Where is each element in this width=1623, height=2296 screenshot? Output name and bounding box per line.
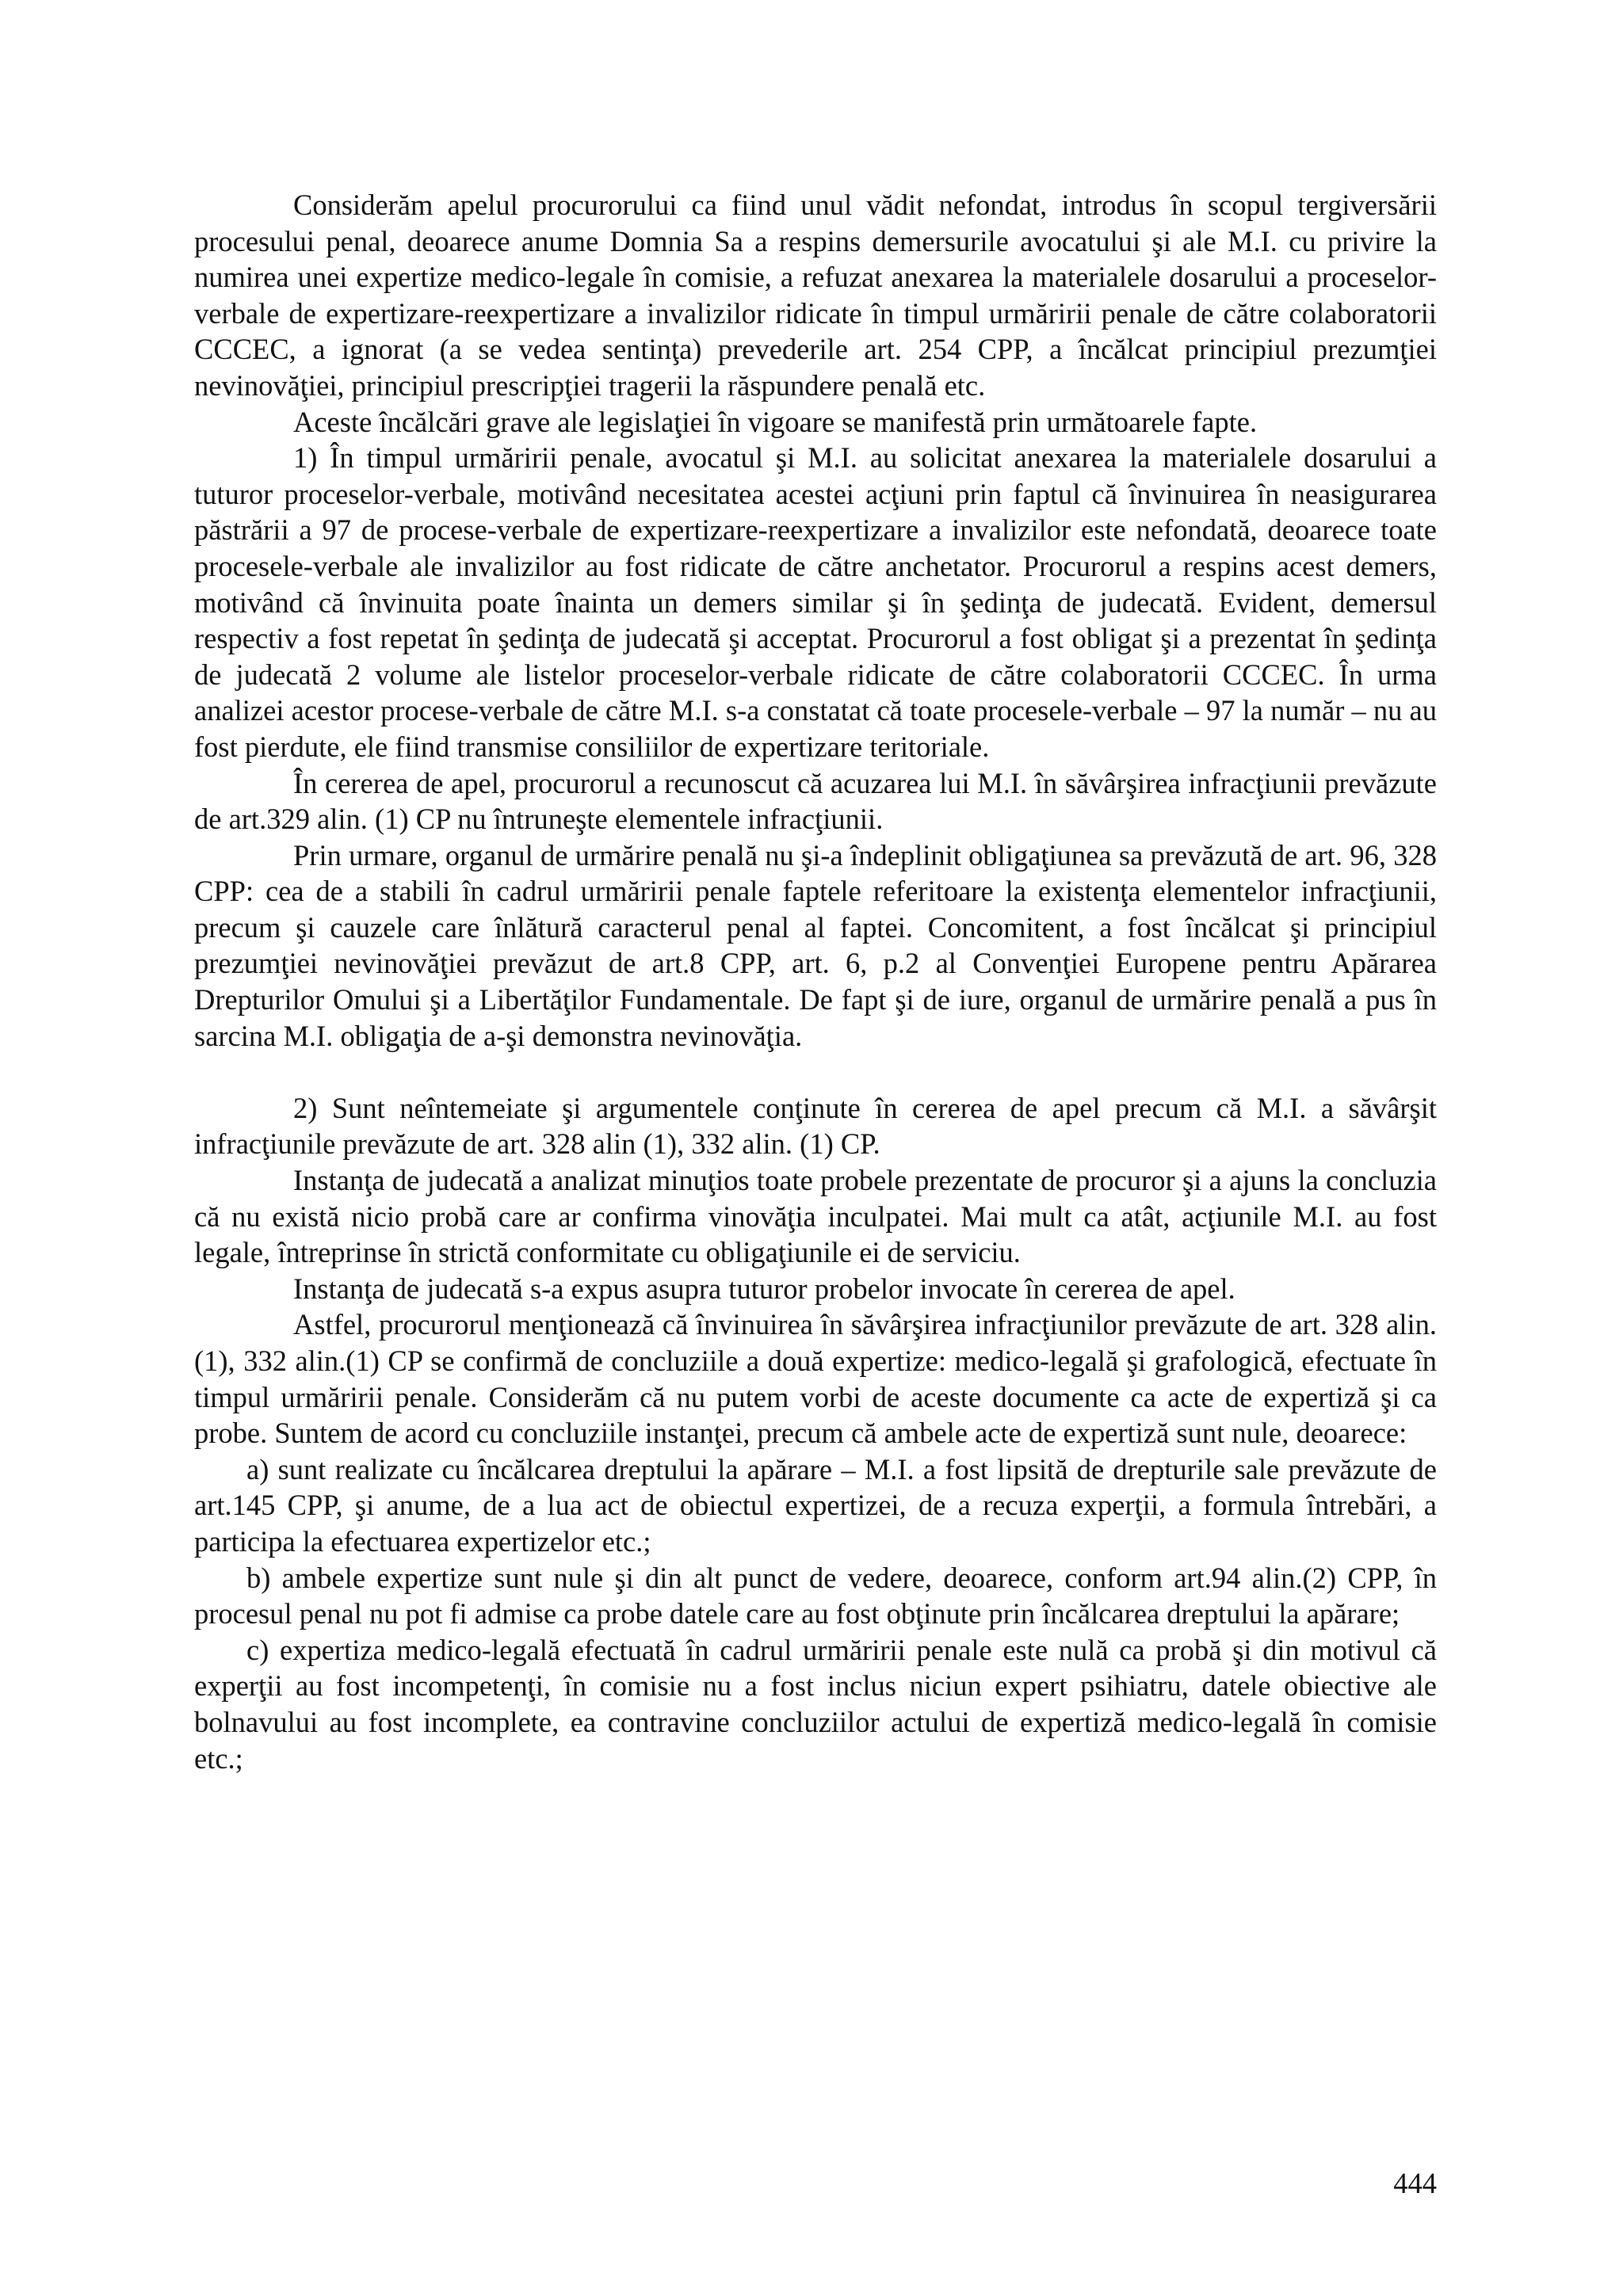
list-item-c: c) expertiza medico-legală efectuată în cadrul urmăririi penale este nulă ca probă şi din motivul că experţii au fost incompetenţi, în comisie nu a fost inclus niciun expert psihiatru, datele obiective ale bolnavului au fost incomplete, ea contravine concluziilor actului de expertiză medico-legală în comisie etc.; <box>194 1633 1437 1775</box>
list-item-a: a) sunt realizate cu încălcarea dreptului la apărare – M.I. a fost lipsită de drepturile sale prevăzute de art.145 CPP, şi anume, de a lua act de obiectul expertizei, de a recuza experţii, a formula întrebări, a participa la efectuarea expertizelor etc.; <box>194 1452 1437 1558</box>
page-number: 444 <box>1393 2167 1437 2199</box>
paragraph-point-2: 2) Sunt neîntemeiate şi argumentele conţinute în cererea de apel precum că M.I. a săvârşit infracţiunile prevăzute de art. 328 alin (1), 332 alin. (1) CP. <box>194 1091 1437 1161</box>
paragraph-appeal-unfounded: Considerăm apelul procurorului ca fiind unul vădit nefondat, introdus în scopul tergiversării procesului penal, deoarece anume Domnia Sa a respins demersurile avocatului şi ale M.I. cu privire la numirea unei expertize medico-legale în comisie, a refuzat anexarea la materialele dosarului a proceselor-verbale de expertizare-reexpertizare a invalizilor ridicate în timpul urmăririi penale de către colaboratorii CCCEC, a ignorat (a se vedea sentinţa) prevederile art. 254 CPP, a încălcat principiul prezumţiei nevinovăţiei, principiul prescripţiei tragerii la răspundere penală etc. <box>194 189 1437 402</box>
paragraph-consequently: Prin urmare, organul de urmărire penală nu şi-a îndeplinit obligaţiunea sa prevăzută de art. 96, 328 CPP: cea de a stabili în cadrul urmăririi penale faptele referitoare la existenţa elementelor infracţiunii, precum şi cauzele care înlătură caracterul penal al faptei. Concomitent, a fost încălcat şi principiul prezumţiei nevinovăţiei prevăzut de art.8 CPP, art. 6, p.2 al Convenţiei Europene pentru Apărarea Drepturilor Omului şi a Libertăţilor Fundamentale. De fapt şi de iure, organul de urmărire penală a pus în sarcina M.I. obligaţia de a-şi demonstra nevinovăţia. <box>194 838 1437 1052</box>
paragraph-violations-intro: Aceste încălcări grave ale legislaţiei în vigoare se manifestă prin următoarele fapte. <box>293 405 1258 438</box>
document-body <box>194 187 1437 1776</box>
paragraph-point-1: 1) În timpul urmăririi penale, avocatul şi M.I. au solicitat anexarea la materialele dosarului a tuturor proceselor-verbale, motivând necesitatea acestei acţiuni prin faptul că învinuirea în neasigurarea păstrării a 97 de procese-verbale de expertizare-reexpertizare a invalizilor este nefondată, deoarece toate procesele-verbale ale invalizilor au fost ridicate de către anchetator. Procurorul a respins acest demers, motivând că învinuita poate înainta un demers similar şi în şedinţa de judecată. Evident, demersul respectiv a fost repetat în şedinţa de judecată şi acceptat. Procurorul a fost obligat şi a prezentat în şedinţa de judecată 2 volume ale listelor proceselor-verbale ridicate de către colaboratorii CCCEC. În urma analizei acestor procese-verbale de către M.I. s-a constatat că toate procesele-verbale – 97 la număr – nu au fost pierdute, ele fiind transmise consiliilor de expertizare teritoriale. <box>194 441 1437 763</box>
paragraph-court-evidence: Instanţa de judecată s-a expus asupra tuturor probelor invocate în cererea de apel. <box>293 1272 1235 1305</box>
paragraph-prosecutor-recognition: În cererea de apel, procurorul a recunoscut că acuzarea lui M.I. în săvârşirea infracţiunii prevăzute de art.329 alin. (1) CP nu întruneşte elementele infracţiunii. <box>194 766 1437 836</box>
paragraph-court-analysis: Instanţa de judecată a analizat minuţios toate probele prezentate de procuror şi a ajuns la concluzia că nu există nicio probă care ar confirma vinovăţia inculpatei. Mai mult ca atât, acţiunile M.I. au fost legale, întreprinse în strictă conformitate cu obligaţiunile ei de serviciu. <box>194 1164 1437 1269</box>
paragraph-expertise-conclusions: Astfel, procurorul menţionează că învinuirea în săvârşirea infracţiunilor prevăzute de art. 328 alin.(1), 332 alin.(1) CP se confirmă de concluziile a două expertize: medico-legală şi grafologică, efectuate în timpul urmăririi penale. Considerăm că nu putem vorbi de aceste documente ca acte de expertiză şi ca probe. Suntem de acord cu concluziile instanţei, precum că ambele acte de expertiză sunt nule, deoarece: <box>194 1308 1437 1450</box>
list-item-b: b) ambele expertize sunt nule şi din alt punct de vedere, deoarece, conform art.94 alin.(2) CPP, în procesul penal nu pot fi admise ca probe datele care au fost obţinute prin încălcarea dreptului la apărare; <box>194 1561 1437 1630</box>
